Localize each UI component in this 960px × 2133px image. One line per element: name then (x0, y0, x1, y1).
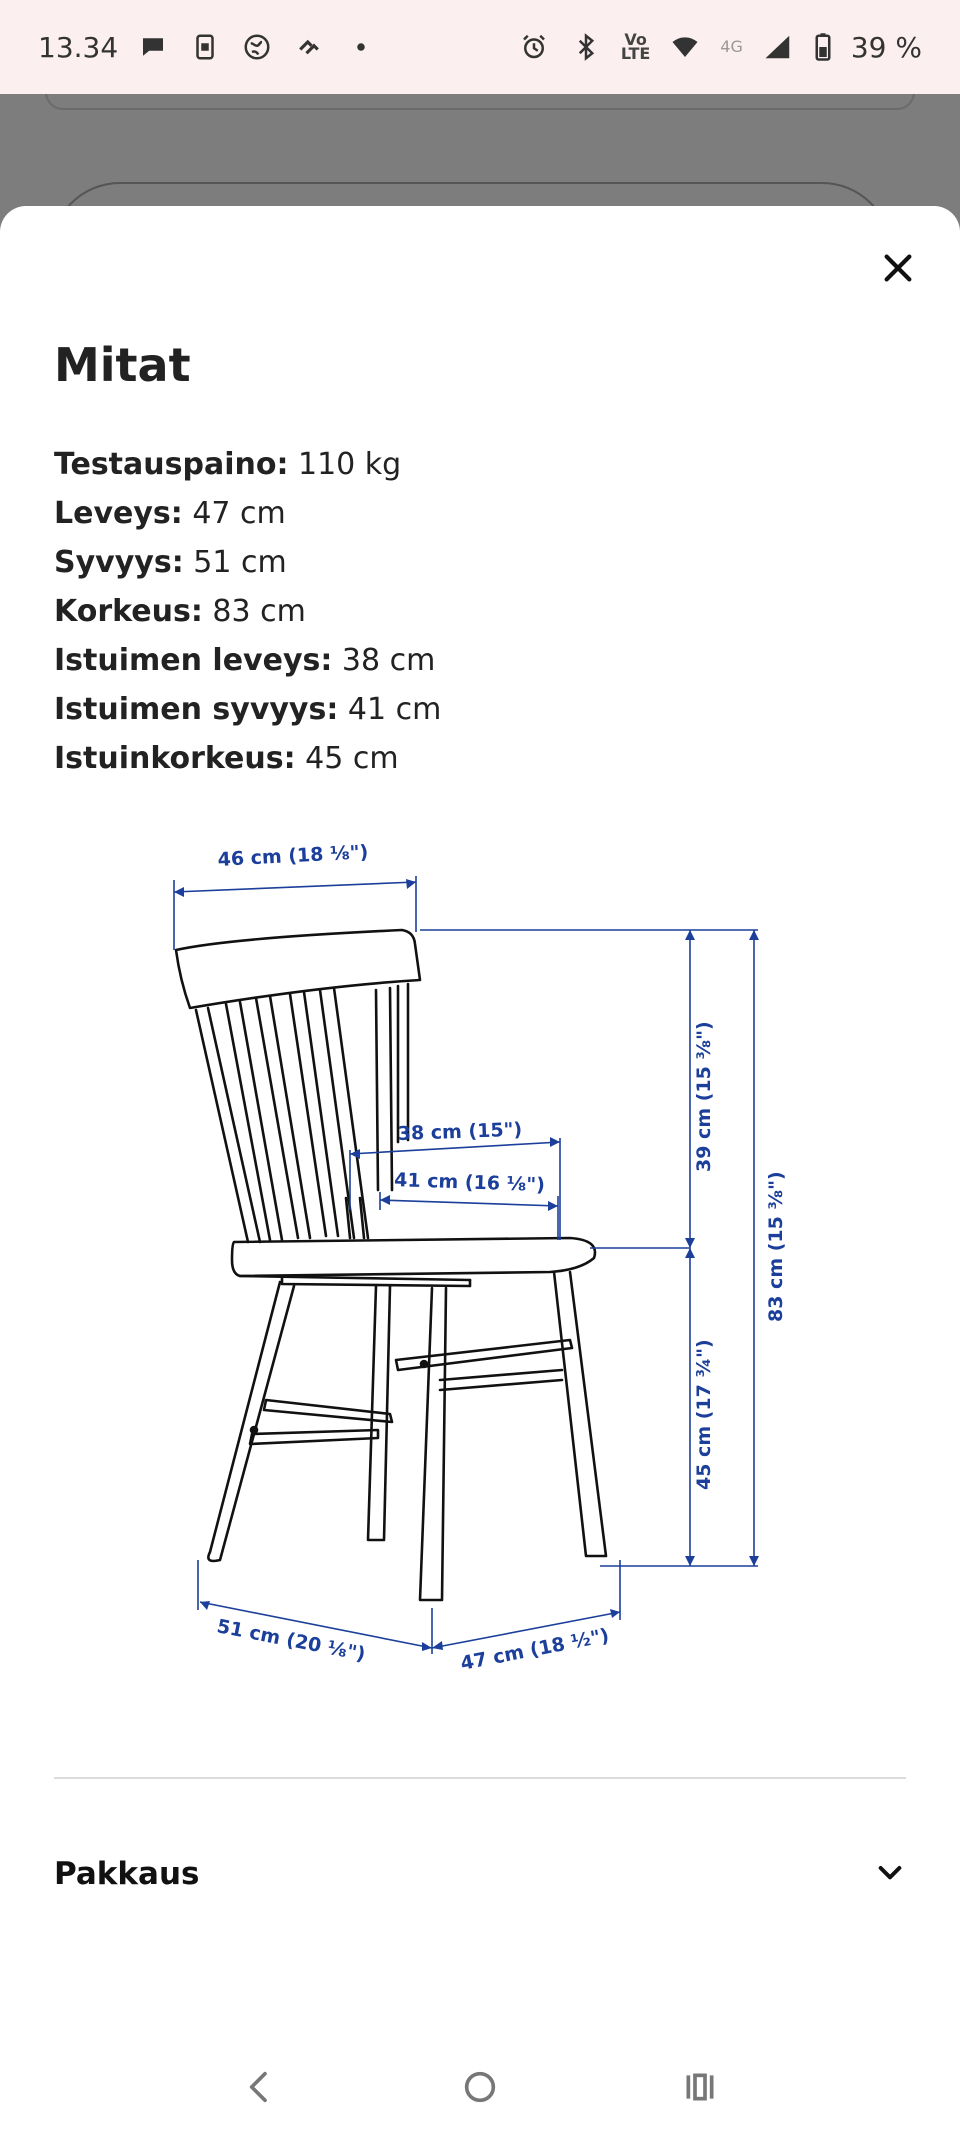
dim-seat-width: 38 cm (15") (397, 1118, 523, 1145)
spec-value: 110 kg (298, 447, 402, 482)
back-icon (240, 2067, 280, 2107)
globe-icon (240, 30, 274, 64)
nav-back-button[interactable] (220, 2052, 300, 2122)
section-divider (54, 1777, 906, 1779)
dim-seat-depth: 41 cm (16 ⅛") (393, 1169, 546, 1197)
spec-label: Korkeus (54, 594, 191, 629)
home-icon (460, 2067, 500, 2107)
dim-seat-height: 45 cm (17 ¾") (693, 1339, 715, 1490)
chevron-down-icon (874, 1856, 906, 1892)
dot-icon (344, 30, 378, 64)
spec-label: Leveys (54, 496, 171, 531)
spec-separator: : (326, 692, 339, 727)
spec-row (54, 636, 441, 685)
spec-row (54, 538, 441, 587)
wifi-icon (668, 30, 702, 64)
spec-value: 47 cm (192, 496, 286, 531)
status-right (517, 30, 922, 64)
dim-back-height: 39 cm (15 ⅜") (693, 1021, 715, 1172)
volte-line2: LTE (620, 44, 651, 63)
spec-value: 41 cm (347, 692, 442, 727)
spec-row (54, 489, 441, 538)
battery-icon (813, 30, 833, 64)
dim-depth: 51 cm (20 ⅛") (215, 1615, 368, 1666)
sheet-title: Mitat (54, 338, 191, 392)
volte-line1: Vo (624, 30, 647, 49)
chair-dimension-diagram (170, 840, 800, 1690)
link-app-icon (292, 30, 326, 64)
spec-row (54, 685, 441, 734)
packaging-accordion[interactable] (54, 1838, 906, 1910)
dim-top-width: 46 cm (18 ⅛") (217, 841, 369, 871)
chair-outline (176, 930, 606, 1600)
alarm-icon (517, 30, 551, 64)
spec-value: 38 cm (341, 643, 436, 678)
close-icon (881, 251, 915, 285)
backdrop-card (45, 94, 915, 110)
chair-drawing (170, 840, 800, 1690)
spec-label: Istuinkorkeus (54, 741, 284, 776)
battery-percent: 39 % (850, 30, 922, 64)
spec-row (54, 440, 441, 489)
spec-value: 83 cm (212, 594, 306, 629)
spec-label: Testauspaino (54, 447, 277, 482)
nav-home-button[interactable] (440, 2052, 520, 2122)
recents-icon (680, 2067, 720, 2107)
spec-separator: : (283, 741, 296, 776)
sim-card-icon (188, 30, 222, 64)
close-button[interactable] (876, 246, 920, 290)
dim-total-height: 83 cm (15 ⅜") (765, 1171, 787, 1322)
system-nav-bar (0, 2040, 960, 2133)
status-time: 13.34 (38, 30, 119, 64)
spec-separator: : (276, 447, 289, 482)
chat-bubble-icon (136, 30, 170, 64)
signal-icon (761, 30, 795, 64)
spec-label: Syvyys (54, 545, 172, 580)
spec-row (54, 734, 441, 783)
spec-label: Istuimen leveys (54, 643, 321, 678)
spec-label: Istuimen syvyys (54, 692, 327, 727)
bluetooth-icon (569, 30, 603, 64)
spec-separator: : (190, 594, 203, 629)
spec-separator: : (170, 496, 183, 531)
spec-value: 51 cm (193, 545, 287, 580)
volte-indicator (620, 30, 651, 63)
spec-list (54, 440, 441, 783)
dim-width: 47 cm (18 ½") (458, 1624, 611, 1675)
status-bar (0, 0, 960, 94)
spec-separator: : (171, 545, 184, 580)
status-left (38, 30, 378, 64)
dimension-lines (174, 876, 758, 1654)
spec-value: 45 cm (305, 741, 399, 776)
spec-separator: : (320, 643, 333, 678)
accordion-label: Pakkaus (54, 1856, 200, 1892)
spec-row (54, 587, 441, 636)
dimension-arrows (174, 879, 759, 1651)
nav-recents-button[interactable] (660, 2052, 740, 2122)
network-type: 4G (720, 37, 743, 56)
